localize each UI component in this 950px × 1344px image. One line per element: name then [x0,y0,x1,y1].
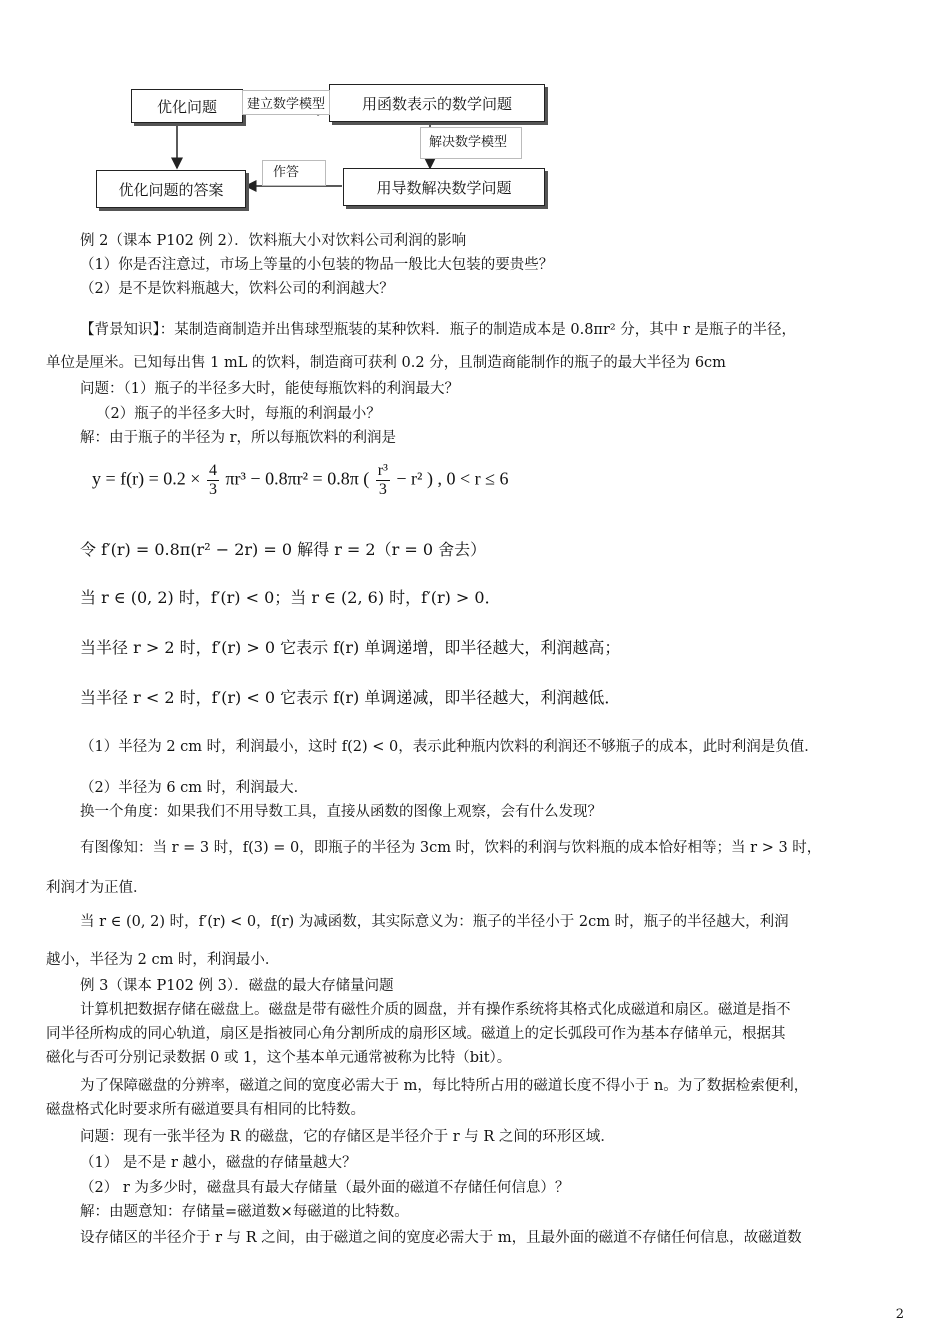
flow-box-answer: 优化问题的答案 [96,170,246,208]
q2: （2）是不是饮料瓶越大，饮料公司的利润越大？ [80,281,394,297]
flow-label-model: 建立数学模型 [242,90,330,115]
graph-obs-1: 有图像知：当 r = 3 时，f(3) = 0，即瓶子的半径为 3cm 时，饮料的利润与饮料瓶的成本恰好相等；当 r > 3 时， [80,840,822,856]
solution-intro: 解：由于瓶子的半径为 r，所以每瓶饮料的利润是 [80,430,397,446]
disk-4: 为了保障磁盘的分辨率，磁道之间的宽度必需大于 m，每比特所占用的磁道长度不得小于 n。为了数据检索便利， [80,1078,809,1094]
background-1: 【背景知识】：某制造商制造并出售球型瓶装的某种饮料．瓶子的制造成本是 0.8πr² 分，其中 r 是瓶子的半径， [80,322,796,338]
page-number: 2 [895,1307,904,1322]
sign-analysis: 当 r ∈ (0, 2) 时，f′(r) < 0；当 r ∈ (2, 6) 时，f′(r) > 0． [80,588,501,607]
disk-q2: （2） r 为多少时，磁盘具有最大存储量（最外面的磁道不存储任何信息）？ [80,1180,570,1196]
example3-title: 例 3（课本 P102 例 3）．磁盘的最大存储量问题 [80,978,394,994]
decrease-line: 当半径 r < 2 时，f′(r) < 0 它表示 f(r) 单调递减，即半径越大，利润越低． [80,688,621,707]
disk-solution: 解：由题意知：存储量=磁道数×每磁道的比特数。 [80,1204,409,1220]
graph-obs-2: 利润才为正值． [46,880,148,896]
disk-5: 磁盘格式化时要求所有磁道要具有相同的比特数。 [46,1102,365,1118]
disk-2: 同半径所构成的同心轨道，扇区是指被同心角分割所成的扇形区域。磁道上的定长弧段可作为基本存储单元，根据其 [46,1026,786,1042]
disk-solution-2: 设存储区的半径介于 r 与 R 之间，由于磁道之间的宽度必需大于 m，且最外面的磁道不存储任何信息，故磁道数 [80,1230,802,1246]
profit-equation: y = f(r) = 0.2 × $\frac{4}{3}$ πr³ − 0.8πr² = 0.8π ( $\frac{\text{r³}}{3}$ − r² ) , 0 < r ≤ 6 [92,462,509,498]
q1: （1）你是否注意过，市场上等量的小包装的物品一般比大包装的要贵些？ [80,257,554,273]
answer-1: （1）半径为 2 cm 时，利润最小，这时 f(2) < 0，表示此种瓶内饮料的利润还不够瓶子的成本，此时利润是负值． [80,739,819,755]
example2-title: 例 2（课本 P102 例 2）．饮料瓶大小对饮料公司利润的影响 [80,233,467,249]
problem-1: 问题：（1）瓶子的半径多大时，能使每瓶饮料的利润最大？ [80,381,459,397]
graph-obs-4: 越小，半径为 2 cm 时，利润最小． [46,952,280,968]
disk-1: 计算机把数据存储在磁盘上。磁盘是带有磁性介质的圆盘，并有操作系统将其格式化成磁道和扇区。磁道是指不 [80,1002,791,1018]
disk-problem: 问题：现有一张半径为 R 的磁盘，它的存储区是半径介于 r 与 R 之间的环形区域． [80,1129,615,1145]
disk-3: 磁化与否可分别记录数据 0 或 1，这个基本单元通常被称为比特（bit）。 [46,1050,512,1066]
flow-box-derivative: 用导数解决数学问题 [343,168,545,206]
problem-2: （2）瓶子的半径多大时，每瓶的利润最小？ [96,406,381,422]
answer-2: （2）半径为 6 cm 时，利润最大． [80,780,309,796]
background-2: 单位是厘米。已知每出售 1 mL 的饮料，制造商可获利 0.2 分，且制造商能制作的瓶子的最大半径为 6cm [46,355,726,371]
flow-box-function-problem: 用函数表示的数学问题 [329,84,545,122]
flow-box-optimization: 优化问题 [131,89,243,123]
derivative-line: 令 f′(r) = 0.8π(r² − 2r) = 0 解得 r = 2（r = 0 舍去） [80,540,487,559]
another-angle: 换一个角度：如果我们不用导数工具，直接从函数的图像上观察，会有什么发现？ [80,804,602,820]
disk-q1: （1） 是不是 r 越小，磁盘的存储量越大？ [80,1155,357,1171]
flow-label-solve: 解决数学模型 [420,127,522,159]
increase-line: 当半径 r > 2 时，f′(r) > 0 它表示 f(r) 单调递增，即半径越大，利润越高； [80,638,621,657]
graph-obs-3: 当 r ∈ (0, 2) 时，f′(r) < 0，f(r) 为减函数，其实际意义为：瓶子的半径小于 2cm 时，瓶子的半径越大，利润 [80,914,789,930]
flow-label-answer: 作答 [262,160,326,186]
